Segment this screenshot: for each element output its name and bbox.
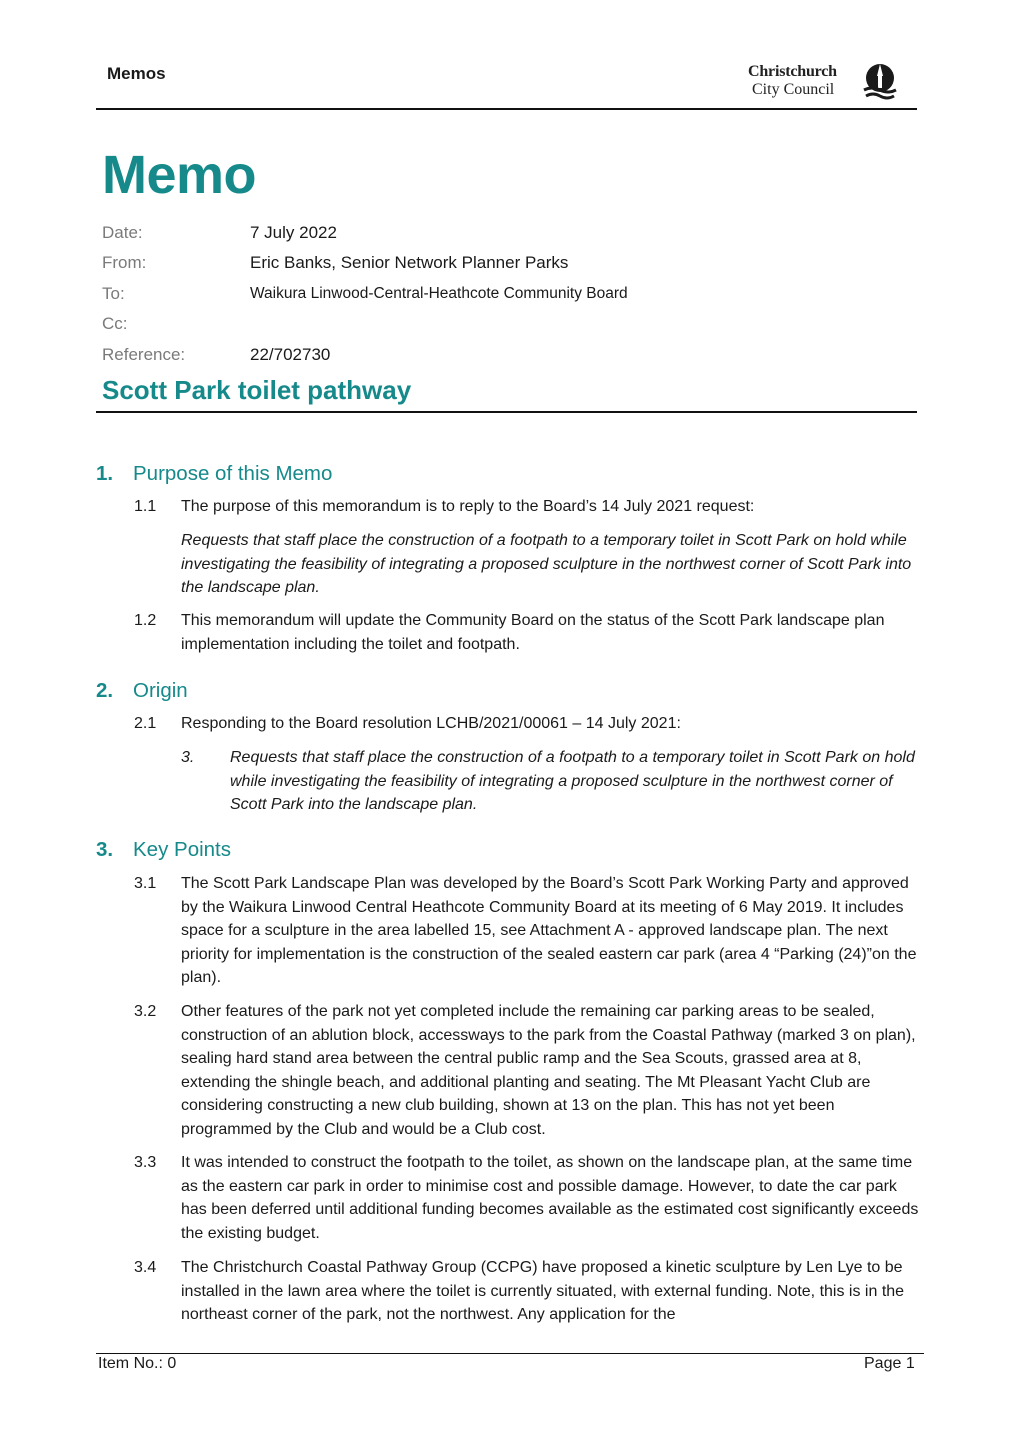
paragraph-text: Responding to the Board resolution LCHB/2021/00061 – 14 July 2021: [181, 715, 681, 732]
paragraph-text: The purpose of this memorandum is to reply to the Board’s 14 July 2021 request: [181, 498, 755, 515]
paragraph-number: 1.2 [134, 612, 157, 629]
quoted-request: Requests that staff place the construction of a footpath to a temporary toilet in Scott Park on hold while investigating the feasibility of integrating a proposed sculpture in the northwest corner of Scott Park into the landscape plan. [181, 532, 912, 597]
meta-value: Eric Banks, Senior Network Planner Parks [250, 253, 569, 272]
paragraph-number: 3.1 [134, 875, 157, 892]
section-title: Purpose of this Memo [133, 462, 333, 485]
section-number: 2. [96, 679, 114, 702]
cathedral-logo-icon [860, 62, 900, 100]
header-rule [96, 108, 917, 110]
meta-key: From: [102, 253, 147, 272]
meta-key: Cc: [102, 314, 128, 333]
section-title: Key Points [133, 838, 231, 861]
section-label: Memos [107, 64, 166, 83]
meta-value: Waikura Linwood-Central-Heathcote Community Board [250, 285, 628, 302]
section-heading [96, 838, 231, 862]
council-logo [748, 62, 900, 102]
footer-item-number: Item No.: 0 [98, 1355, 177, 1372]
memo-title: Memo [102, 145, 257, 205]
meta-key: Date: [102, 223, 143, 242]
section-title: Origin [133, 679, 188, 702]
footer-rule [96, 1353, 924, 1354]
meta-value: 22/702730 [250, 345, 331, 364]
paragraph-text: It was intended to construct the footpath to the toilet, as shown on the landscape plan, at the same time as the eastern car park in order to minimise cost and possible damage. However, to date the car park has been deferred until additional funding becomes available as the estimated cost significantly exceeds the existing budget. [181, 1154, 919, 1242]
paragraph-number: 2.1 [134, 715, 157, 732]
paragraph-text: This memorandum will update the Community Board on the status of the Scott Park landscape plan implementation including the toilet and footpath. [181, 612, 885, 653]
meta-key: Reference: [102, 345, 186, 364]
paragraph-number: 3.3 [134, 1154, 157, 1171]
resolution-text: Requests that staff place the construction of a footpath to a temporary toilet in Scott Park on hold while investigating the feasibility of integrating a proposed sculpture in the northwest corner of Scott Park into the landscape plan. [230, 749, 915, 814]
meta-value: 7 July 2022 [250, 223, 337, 242]
paragraph-number: 3.2 [134, 1003, 157, 1020]
paragraph-text: Other features of the park not yet completed include the remaining car parking areas to be sealed, construction of an ablution block, accessways to the park from the Coastal Pathway (marked 3 on plan), sealing hard stand area between the central public ramp and the Sea Scouts, grassed area at 8, extending the shingle beach, and additional planting and seating. The Mt Pleasant Yacht Club are considering constructing a new club building, shown at 13 on the plan. This has not yet been programmed by the Club and would be a Club cost. [181, 1003, 916, 1138]
section-number: 3. [96, 838, 114, 861]
resolution-number: 3. [181, 749, 195, 766]
section-heading [96, 462, 332, 486]
logo-line-2: City Council [752, 81, 835, 98]
meta-key: To: [102, 284, 125, 303]
logo-line-1: Christchurch [748, 63, 837, 80]
paragraph-number: 3.4 [134, 1259, 157, 1276]
section-heading [96, 679, 188, 703]
footer-page-number: Page 1 [864, 1355, 915, 1372]
section-number: 1. [96, 462, 114, 485]
subject-rule [96, 411, 917, 413]
paragraph-text: The Christchurch Coastal Pathway Group (CCPG) have proposed a kinetic sculpture by Len Lye to be installed in the lawn area where the toilet is currently situated, with external funding. Note, this is in the northeast corner of the park, not the northwest. Any application for the [181, 1259, 905, 1324]
memo-subject: Scott Park toilet pathway [102, 375, 412, 405]
paragraph-number: 1.1 [134, 498, 157, 515]
paragraph-text: The Scott Park Landscape Plan was developed by the Board’s Scott Park Working Party and approved by the Waikura Linwood Central Heathcote Community Board at its meeting of 6 May 2019. It includes space for a sculpture in the area labelled 15, see Attachment A - approved landscape plan. The next priority for implementation is the construction of the sealed eastern car park (area 4 “Parking (24)”on the plan). [181, 875, 917, 987]
